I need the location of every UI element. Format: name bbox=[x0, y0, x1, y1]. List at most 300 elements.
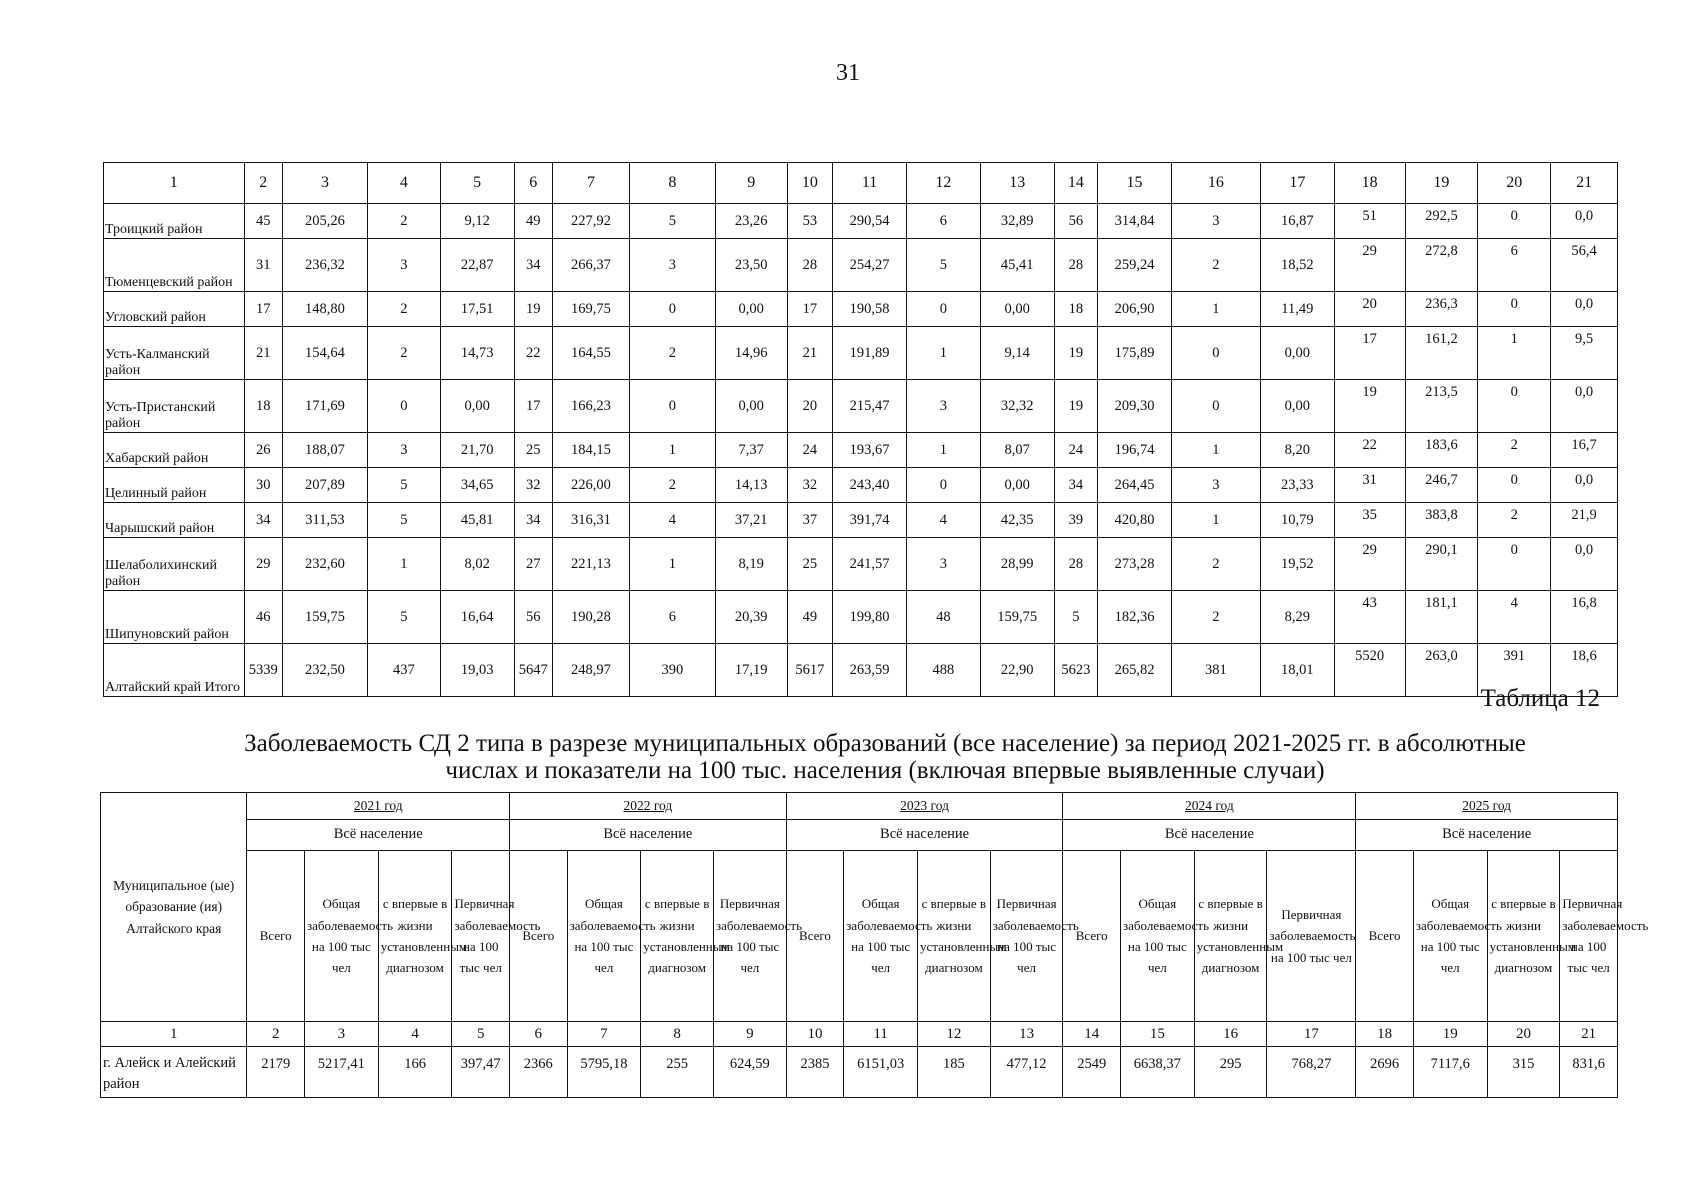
table-cell: 2 bbox=[367, 327, 440, 380]
table-cell: 6 bbox=[629, 591, 715, 644]
table-cell: 24 bbox=[1054, 433, 1097, 468]
column-number: 4 bbox=[378, 1022, 452, 1047]
table-cell: 32 bbox=[514, 468, 552, 503]
table-cell: 226,00 bbox=[553, 468, 630, 503]
table-cell: 28 bbox=[1054, 239, 1097, 292]
year-header: 2022 год bbox=[510, 793, 787, 820]
table-cell: 254,27 bbox=[833, 239, 907, 292]
column-number: 17 bbox=[1260, 163, 1334, 204]
table-cell: 0,00 bbox=[440, 380, 514, 433]
column-number: 2 bbox=[244, 163, 282, 204]
table-cell: 56 bbox=[514, 591, 552, 644]
table-cell: 2 bbox=[367, 292, 440, 327]
table-cell: 248,97 bbox=[553, 644, 630, 697]
page-number: 31 bbox=[836, 60, 860, 86]
table-cell: 190,58 bbox=[833, 292, 907, 327]
table-cell: 16,8 bbox=[1551, 591, 1618, 644]
table-cell: 16,87 bbox=[1260, 204, 1334, 239]
column-number: 3 bbox=[305, 1022, 379, 1047]
table-cell: 18,6 bbox=[1551, 644, 1618, 697]
table-cell: 0,0 bbox=[1551, 204, 1618, 239]
table-cell: 26 bbox=[244, 433, 282, 468]
table-cell: 213,5 bbox=[1405, 380, 1478, 433]
table-cell: 20 bbox=[787, 380, 833, 433]
table-cell: 37 bbox=[787, 503, 833, 538]
table-cell: 18 bbox=[244, 380, 282, 433]
table-cell: 0,00 bbox=[715, 380, 787, 433]
table-cell: 5647 bbox=[514, 644, 552, 697]
table-cell: 2179 bbox=[247, 1047, 305, 1098]
table-cell: 0 bbox=[1478, 538, 1551, 591]
table-cell: 0 bbox=[906, 468, 980, 503]
table-cell: 7117,6 bbox=[1413, 1047, 1487, 1098]
table-row bbox=[104, 380, 1618, 433]
column-number: 12 bbox=[918, 1022, 991, 1047]
table-cell: 4 bbox=[906, 503, 980, 538]
table-cell: 381 bbox=[1171, 644, 1260, 697]
column-number: 20 bbox=[1478, 163, 1551, 204]
table-cell: 624,59 bbox=[714, 1047, 787, 1098]
district-name: Алтайский край Итого bbox=[104, 644, 245, 697]
column-number: 20 bbox=[1487, 1022, 1560, 1047]
table-cell: 391 bbox=[1478, 644, 1551, 697]
table-2-body bbox=[101, 793, 1649, 1098]
table-cell: 3 bbox=[367, 239, 440, 292]
table-cell: 175,89 bbox=[1098, 327, 1172, 380]
table-cell: 2 bbox=[1478, 503, 1551, 538]
column-header: Всего bbox=[786, 851, 844, 1022]
table-cell: 35 bbox=[1334, 503, 1405, 538]
column-number: 6 bbox=[514, 163, 552, 204]
table-cell: 1 bbox=[1171, 292, 1260, 327]
table-cell: 161,2 bbox=[1405, 327, 1478, 380]
column-header: с впервые в жизни установленным диагнозом bbox=[1194, 851, 1267, 1022]
column-number: 10 bbox=[787, 163, 833, 204]
column-header: с впервые в жизни установленным диагнозом bbox=[378, 851, 452, 1022]
table-cell: 185 bbox=[918, 1047, 991, 1098]
table-row bbox=[104, 204, 1618, 239]
table-cell: 0,0 bbox=[1551, 538, 1618, 591]
table-cell: 16,64 bbox=[440, 591, 514, 644]
table-cell: 190,28 bbox=[553, 591, 630, 644]
column-number: 19 bbox=[1405, 163, 1478, 204]
column-number: 13 bbox=[980, 163, 1054, 204]
table-cell: 209,30 bbox=[1098, 380, 1172, 433]
table-cell: 259,24 bbox=[1098, 239, 1172, 292]
district-name: Шелаболихинский район bbox=[104, 538, 245, 591]
year-header: 2021 год bbox=[247, 793, 510, 820]
table-cell: 51 bbox=[1334, 204, 1405, 239]
table-cell: 19 bbox=[514, 292, 552, 327]
table-cell: 831,6 bbox=[1560, 1047, 1618, 1098]
table-cell: 0,00 bbox=[980, 292, 1054, 327]
table-cell: 316,31 bbox=[553, 503, 630, 538]
table-cell: 290,54 bbox=[833, 204, 907, 239]
table-cell: 5339 bbox=[244, 644, 282, 697]
table-cell: 0,0 bbox=[1551, 468, 1618, 503]
table-title: Заболеваемость СД 2 типа в разрезе муниципальных образований (все население) за период 2021-2025 гг. в абсолютные числах и показатели на 100 тыс. населения (включая впервые выявленные случаи) bbox=[244, 730, 1526, 784]
table-cell: 22 bbox=[514, 327, 552, 380]
column-number: 11 bbox=[844, 1022, 918, 1047]
table-cell: 196,74 bbox=[1098, 433, 1172, 468]
table-cell: 18,01 bbox=[1260, 644, 1334, 697]
table-cell: 16,7 bbox=[1551, 433, 1618, 468]
table-cell: 8,02 bbox=[440, 538, 514, 591]
table-cell: 0,00 bbox=[980, 468, 1054, 503]
table-cell: 46 bbox=[244, 591, 282, 644]
table-cell: 0 bbox=[1171, 380, 1260, 433]
table-cell: 5217,41 bbox=[305, 1047, 379, 1098]
table-cell: 37,21 bbox=[715, 503, 787, 538]
column-number: 7 bbox=[567, 1022, 641, 1047]
column-number: 9 bbox=[715, 163, 787, 204]
table-cell: 39 bbox=[1054, 503, 1097, 538]
table-cell: 477,12 bbox=[990, 1047, 1063, 1098]
table-cell: 5 bbox=[367, 591, 440, 644]
table-1-body bbox=[104, 163, 1618, 697]
table-cell: 207,89 bbox=[283, 468, 368, 503]
column-number: 9 bbox=[714, 1022, 787, 1047]
table-cell: 23,26 bbox=[715, 204, 787, 239]
column-number: 18 bbox=[1334, 163, 1405, 204]
table-cell: 232,50 bbox=[283, 644, 368, 697]
district-name: Угловский район bbox=[104, 292, 245, 327]
table-cell: 3 bbox=[367, 433, 440, 468]
column-header: Общая заболеваемость на 100 тыс чел bbox=[305, 851, 379, 1022]
table-cell: 184,15 bbox=[553, 433, 630, 468]
column-number: 7 bbox=[553, 163, 630, 204]
table-cell: 391,74 bbox=[833, 503, 907, 538]
table-cell: 0 bbox=[1171, 327, 1260, 380]
table-cell: 56 bbox=[1054, 204, 1097, 239]
table-cell: 315 bbox=[1487, 1047, 1560, 1098]
table-cell: 243,40 bbox=[833, 468, 907, 503]
column-number: 3 bbox=[283, 163, 368, 204]
table-cell: 11,49 bbox=[1260, 292, 1334, 327]
table-cell: 17 bbox=[1334, 327, 1405, 380]
table-cell: 5520 bbox=[1334, 644, 1405, 697]
table-cell: 19 bbox=[1054, 327, 1097, 380]
table-cell: 236,32 bbox=[283, 239, 368, 292]
table-cell: 9,14 bbox=[980, 327, 1054, 380]
table-cell: 32,32 bbox=[980, 380, 1054, 433]
table-cell: 183,6 bbox=[1405, 433, 1478, 468]
table-cell: 0,00 bbox=[1260, 380, 1334, 433]
table-cell: 28 bbox=[1054, 538, 1097, 591]
table-cell: 205,26 bbox=[283, 204, 368, 239]
table-row bbox=[101, 1047, 1618, 1098]
column-header: Всего bbox=[1356, 851, 1414, 1022]
table-1 bbox=[103, 162, 1618, 697]
table-cell: 5795,18 bbox=[567, 1047, 641, 1098]
column-number: 2 bbox=[247, 1022, 305, 1047]
table-cell: 236,3 bbox=[1405, 292, 1478, 327]
table-cell: 2 bbox=[1478, 433, 1551, 468]
table-cell: 273,28 bbox=[1098, 538, 1172, 591]
table-cell: 1 bbox=[1171, 503, 1260, 538]
table-cell: 488 bbox=[906, 644, 980, 697]
column-header: Всего bbox=[510, 851, 568, 1022]
table-cell: 3 bbox=[1171, 468, 1260, 503]
population-header: Всё население bbox=[1356, 820, 1618, 851]
table-row bbox=[104, 327, 1618, 380]
table-cell: 1 bbox=[629, 538, 715, 591]
table-cell: 188,07 bbox=[283, 433, 368, 468]
table-cell: 0 bbox=[1478, 380, 1551, 433]
table-cell: 31 bbox=[1334, 468, 1405, 503]
table-cell: 191,89 bbox=[833, 327, 907, 380]
table-cell: 14,96 bbox=[715, 327, 787, 380]
column-number-row bbox=[101, 1022, 1618, 1047]
column-number: 15 bbox=[1121, 1022, 1195, 1047]
table-row bbox=[104, 644, 1618, 697]
table-cell: 30 bbox=[244, 468, 282, 503]
table-cell: 3 bbox=[629, 239, 715, 292]
table-cell: 2 bbox=[1171, 591, 1260, 644]
table-cell: 31 bbox=[244, 239, 282, 292]
table-cell: 17 bbox=[244, 292, 282, 327]
population-header-row bbox=[101, 820, 1618, 851]
table-cell: 1 bbox=[1171, 433, 1260, 468]
column-header: Первичная заболеваемость на 100 тыс чел bbox=[1560, 851, 1618, 1022]
table-cell: 246,7 bbox=[1405, 468, 1478, 503]
table-cell: 20 bbox=[1334, 292, 1405, 327]
column-number: 18 bbox=[1356, 1022, 1414, 1047]
table-cell: 28 bbox=[787, 239, 833, 292]
table-cell: 420,80 bbox=[1098, 503, 1172, 538]
table-cell: 0 bbox=[1478, 204, 1551, 239]
table-cell: 0 bbox=[906, 292, 980, 327]
table-cell: 5 bbox=[1054, 591, 1097, 644]
table-cell: 0,00 bbox=[1260, 327, 1334, 380]
table-cell: 5 bbox=[906, 239, 980, 292]
table-cell: 32 bbox=[787, 468, 833, 503]
column-number: 17 bbox=[1267, 1022, 1356, 1047]
column-header: Всего bbox=[247, 851, 305, 1022]
table-cell: 295 bbox=[1194, 1047, 1267, 1098]
column-number: 12 bbox=[906, 163, 980, 204]
district-name: Троицкий район bbox=[104, 204, 245, 239]
table-cell: 232,60 bbox=[283, 538, 368, 591]
table-row bbox=[104, 468, 1618, 503]
column-number: 14 bbox=[1063, 1022, 1121, 1047]
table-cell: 6151,03 bbox=[844, 1047, 918, 1098]
table-cell: 2366 bbox=[510, 1047, 568, 1098]
table-cell: 24 bbox=[787, 433, 833, 468]
table-cell: 221,13 bbox=[553, 538, 630, 591]
table-cell: 182,36 bbox=[1098, 591, 1172, 644]
table-cell: 148,80 bbox=[283, 292, 368, 327]
table-cell: 0 bbox=[1478, 292, 1551, 327]
table-cell: 34 bbox=[514, 503, 552, 538]
table-cell: 241,57 bbox=[833, 538, 907, 591]
table-cell: 193,67 bbox=[833, 433, 907, 468]
table-cell: 7,37 bbox=[715, 433, 787, 468]
table-cell: 28,99 bbox=[980, 538, 1054, 591]
table-cell: 43 bbox=[1334, 591, 1405, 644]
table-cell: 53 bbox=[787, 204, 833, 239]
table-cell: 18,52 bbox=[1260, 239, 1334, 292]
table-cell: 397,47 bbox=[452, 1047, 510, 1098]
table-cell: 0,00 bbox=[715, 292, 787, 327]
table-cell: 2 bbox=[629, 468, 715, 503]
table-cell: 2 bbox=[367, 204, 440, 239]
table-2 bbox=[100, 792, 1649, 1098]
table-row bbox=[104, 292, 1618, 327]
table-cell: 2549 bbox=[1063, 1047, 1121, 1098]
column-number: 13 bbox=[990, 1022, 1063, 1047]
table-cell: 0 bbox=[629, 380, 715, 433]
table-cell: 264,45 bbox=[1098, 468, 1172, 503]
table-cell: 14,73 bbox=[440, 327, 514, 380]
table-cell: 34 bbox=[514, 239, 552, 292]
column-number: 4 bbox=[367, 163, 440, 204]
table-cell: 227,92 bbox=[553, 204, 630, 239]
table-row bbox=[104, 591, 1618, 644]
population-header: Всё население bbox=[786, 820, 1063, 851]
table-cell: 2385 bbox=[786, 1047, 844, 1098]
table-row bbox=[104, 538, 1618, 591]
table-cell: 45 bbox=[244, 204, 282, 239]
table-row bbox=[104, 433, 1618, 468]
table-cell: 6 bbox=[906, 204, 980, 239]
table-cell: 5617 bbox=[787, 644, 833, 697]
table-cell: 45,41 bbox=[980, 239, 1054, 292]
column-header: Первичная заболеваемость на 100 тыс чел bbox=[452, 851, 510, 1022]
column-number: 1 bbox=[101, 1022, 247, 1047]
table-cell: 255 bbox=[641, 1047, 714, 1098]
table-cell: 166 bbox=[378, 1047, 452, 1098]
table-cell: 19,52 bbox=[1260, 538, 1334, 591]
table-cell: 49 bbox=[787, 591, 833, 644]
table-cell: 206,90 bbox=[1098, 292, 1172, 327]
table-cell: 25 bbox=[787, 538, 833, 591]
table-row bbox=[104, 503, 1618, 538]
table-cell: 6638,37 bbox=[1121, 1047, 1195, 1098]
table-cell: 4 bbox=[1478, 591, 1551, 644]
table-cell: 49 bbox=[514, 204, 552, 239]
column-number: 16 bbox=[1194, 1022, 1267, 1047]
table-cell: 437 bbox=[367, 644, 440, 697]
table-cell: 8,29 bbox=[1260, 591, 1334, 644]
table-cell: 32,89 bbox=[980, 204, 1054, 239]
table-cell: 266,37 bbox=[553, 239, 630, 292]
table-cell: 0 bbox=[367, 380, 440, 433]
table-cell: 169,75 bbox=[553, 292, 630, 327]
column-header: Всего bbox=[1063, 851, 1121, 1022]
table-cell: 5 bbox=[367, 468, 440, 503]
table-cell: 29 bbox=[1334, 239, 1405, 292]
district-name: Шипуновский район bbox=[104, 591, 245, 644]
table-cell: 23,50 bbox=[715, 239, 787, 292]
table-cell: 20,39 bbox=[715, 591, 787, 644]
table-cell: 164,55 bbox=[553, 327, 630, 380]
table-cell: 34 bbox=[1054, 468, 1097, 503]
table-cell: 21,9 bbox=[1551, 503, 1618, 538]
table-cell: 22,90 bbox=[980, 644, 1054, 697]
column-header: Общая заболеваемость на 100 тыс чел bbox=[567, 851, 641, 1022]
district-name: Целинный район bbox=[104, 468, 245, 503]
table-cell: 2 bbox=[1171, 239, 1260, 292]
table-cell: 290,1 bbox=[1405, 538, 1478, 591]
table-cell: 42,35 bbox=[980, 503, 1054, 538]
table-cell: 768,27 bbox=[1267, 1047, 1356, 1098]
table-cell: 383,8 bbox=[1405, 503, 1478, 538]
table-cell: 21 bbox=[244, 327, 282, 380]
table-cell: 159,75 bbox=[980, 591, 1054, 644]
table-cell: 0 bbox=[629, 292, 715, 327]
table-cell: 215,47 bbox=[833, 380, 907, 433]
table-cell: 9,12 bbox=[440, 204, 514, 239]
table-cell: 19 bbox=[1334, 380, 1405, 433]
table-cell: 3 bbox=[906, 538, 980, 591]
table-label: Таблица 12 bbox=[1480, 685, 1600, 712]
population-header: Всё население bbox=[247, 820, 510, 851]
table-cell: 3 bbox=[906, 380, 980, 433]
table-cell: 48 bbox=[906, 591, 980, 644]
table-cell: 5 bbox=[367, 503, 440, 538]
column-header: с впервые в жизни установленным диагнозом bbox=[641, 851, 714, 1022]
district-name: Усть-Пристанский район bbox=[104, 380, 245, 433]
column-header: Общая заболеваемость на 100 тыс чел bbox=[1121, 851, 1195, 1022]
table-cell: 292,5 bbox=[1405, 204, 1478, 239]
district-name: Усть-Калманский район bbox=[104, 327, 245, 380]
table-cell: 6 bbox=[1478, 239, 1551, 292]
table-cell: 14,13 bbox=[715, 468, 787, 503]
table-cell: 159,75 bbox=[283, 591, 368, 644]
table-cell: 8,07 bbox=[980, 433, 1054, 468]
table-cell: 56,4 bbox=[1551, 239, 1618, 292]
table-cell: 272,8 bbox=[1405, 239, 1478, 292]
table-cell: 2 bbox=[1171, 538, 1260, 591]
table-cell: 17,19 bbox=[715, 644, 787, 697]
column-number: 21 bbox=[1551, 163, 1618, 204]
table-cell: 22 bbox=[1334, 433, 1405, 468]
table-cell: 199,80 bbox=[833, 591, 907, 644]
column-number: 8 bbox=[641, 1022, 714, 1047]
table-cell: 21 bbox=[787, 327, 833, 380]
population-header: Всё население bbox=[510, 820, 787, 851]
table-cell: 2696 bbox=[1356, 1047, 1414, 1098]
table-cell: 45,81 bbox=[440, 503, 514, 538]
district-name: Чарышский район bbox=[104, 503, 245, 538]
table-cell: 34 bbox=[244, 503, 282, 538]
table-cell: 2 bbox=[629, 327, 715, 380]
table-cell: 154,64 bbox=[283, 327, 368, 380]
district-name: г. Алейск и Алейский район bbox=[101, 1047, 247, 1098]
column-number: 10 bbox=[786, 1022, 844, 1047]
column-number: 15 bbox=[1098, 163, 1172, 204]
district-name: Хабарский район bbox=[104, 433, 245, 468]
table-cell: 22,87 bbox=[440, 239, 514, 292]
table-cell: 17 bbox=[787, 292, 833, 327]
table-cell: 1 bbox=[629, 433, 715, 468]
column-number: 1 bbox=[104, 163, 245, 204]
column-number: 21 bbox=[1560, 1022, 1618, 1047]
column-number: 11 bbox=[833, 163, 907, 204]
table-cell: 5623 bbox=[1054, 644, 1097, 697]
column-number: 5 bbox=[452, 1022, 510, 1047]
column-header-row bbox=[101, 851, 1618, 1022]
table-cell: 23,33 bbox=[1260, 468, 1334, 503]
table-header-row bbox=[104, 163, 1618, 204]
table-cell: 18 bbox=[1054, 292, 1097, 327]
table-cell: 0 bbox=[1478, 468, 1551, 503]
column-number: 19 bbox=[1413, 1022, 1487, 1047]
table-cell: 1 bbox=[906, 327, 980, 380]
table-cell: 27 bbox=[514, 538, 552, 591]
table-cell: 34,65 bbox=[440, 468, 514, 503]
